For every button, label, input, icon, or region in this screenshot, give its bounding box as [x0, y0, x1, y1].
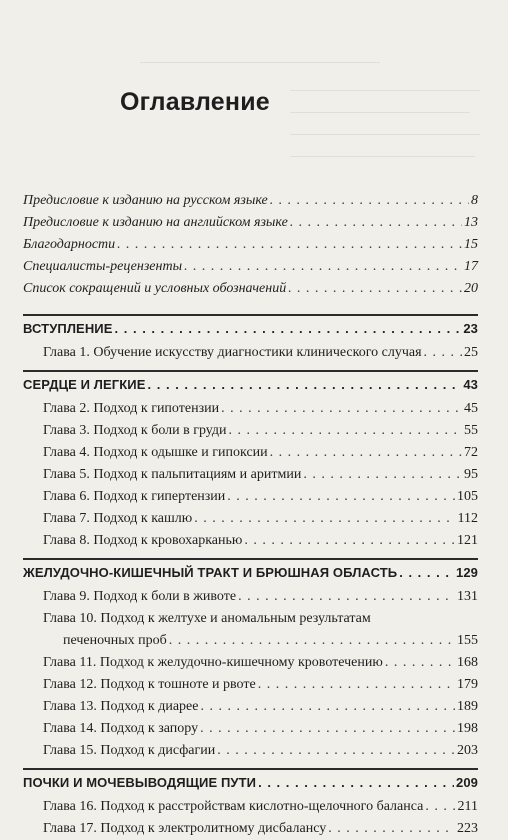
- leader-dots: [227, 486, 455, 508]
- chapter-entry-label: Глава 17. Подход к электролитному дисбалансу: [43, 821, 327, 836]
- chapter-entry-label: Глава 8. Подход к кровохарканью: [43, 533, 243, 548]
- chapter-entry-page: 72: [464, 445, 478, 460]
- chapter-entry[interactable]: [23, 696, 478, 718]
- chapter-entry[interactable]: [23, 586, 478, 608]
- chapter-entry-page: 198: [457, 721, 478, 736]
- chapter-entry-label: Глава 4. Подход к одышке и гипоксии: [43, 445, 268, 460]
- chapter-entry[interactable]: [23, 508, 478, 530]
- chapter-entry[interactable]: [23, 818, 478, 840]
- leader-dots: [229, 420, 462, 442]
- leader-dots: [115, 316, 462, 342]
- chapter-entry[interactable]: [23, 630, 478, 652]
- leader-dots: [399, 560, 454, 586]
- chapter-entry-label: Глава 15. Подход к дисфагии: [43, 743, 216, 758]
- front-matter-entry-page: 8: [471, 193, 478, 208]
- leader-dots: [148, 372, 462, 398]
- chapter-entry-label: Глава 5. Подход к пальпитациям и аритмии: [43, 467, 302, 482]
- chapter-entry-label: Глава 3. Подход к боли в груди: [43, 423, 227, 438]
- chapter-entry[interactable]: [23, 398, 478, 420]
- leader-dots: [200, 696, 455, 718]
- chapter-entry-page: 203: [457, 743, 478, 758]
- chapter-entry-label: Глава 6. Подход к гипертензии: [43, 489, 226, 504]
- chapter-entry-label: Глава 13. Подход к диарее: [43, 699, 199, 714]
- chapter-entry[interactable]: [23, 796, 478, 818]
- chapter-entry-label: Глава 7. Подход к кашлю: [43, 511, 193, 526]
- chapter-entry-label: Глава 2. Подход к гипотензии: [43, 401, 220, 416]
- chapter-entry-page: 112: [457, 511, 478, 526]
- chapter-entry-label: Глава 11. Подход к желудочно-кишечному кровотечению: [43, 655, 383, 670]
- section-heading-label: ЖЕЛУДОЧНО-КИШЕЧНЫЙ ТРАКТ И БРЮШНАЯ ОБЛАСТЬ: [23, 565, 398, 580]
- chapter-entry[interactable]: [23, 342, 478, 364]
- chapter-entry-label: печеночных проб: [63, 633, 167, 648]
- front-matter-entry[interactable]: [23, 234, 478, 256]
- section-heading[interactable]: [23, 314, 478, 342]
- chapter-entry-page: 223: [457, 821, 478, 836]
- leader-dots: [194, 508, 455, 530]
- chapter-entry-label: Глава 12. Подход к тошноте и рвоте: [43, 677, 256, 692]
- chapter-entry[interactable]: [23, 608, 478, 630]
- leader-dots: [288, 278, 462, 300]
- chapter-entry-page: 179: [457, 677, 478, 692]
- leader-dots: [424, 342, 462, 364]
- section-heading-page: 209: [456, 775, 478, 790]
- chapter-entry-page: 155: [457, 633, 478, 648]
- leader-dots: [303, 464, 462, 486]
- chapter-entry-page: 105: [457, 489, 478, 504]
- leader-dots: [117, 234, 462, 256]
- chapter-entry[interactable]: [23, 420, 478, 442]
- leader-dots: [258, 770, 454, 796]
- chapter-entry[interactable]: [23, 530, 478, 552]
- front-matter-entry-label: Список сокращений и условных обозначений: [23, 281, 287, 296]
- chapter-entry-label: Глава 10. Подход к желтухе и аномальным результатам: [43, 611, 371, 626]
- section-heading-label: ВСТУПЛЕНИЕ: [23, 321, 113, 336]
- leader-dots: [238, 586, 455, 608]
- leader-dots: [169, 630, 455, 652]
- leader-dots: [200, 718, 455, 740]
- section-heading[interactable]: [23, 558, 478, 586]
- chapter-entry[interactable]: [23, 442, 478, 464]
- section-heading[interactable]: [23, 768, 478, 796]
- chapter-entry[interactable]: [23, 718, 478, 740]
- chapter-entry[interactable]: [23, 674, 478, 696]
- front-matter-entry-label: Предисловие к изданию на английском языке: [23, 215, 288, 230]
- section-heading-label: СЕРДЦЕ И ЛЕГКИЕ: [23, 377, 146, 392]
- front-matter-entry-label: Предисловие к изданию на русском языке: [23, 193, 268, 208]
- front-matter-entry-page: 17: [464, 259, 478, 274]
- chapter-entry-page: 95: [464, 467, 478, 482]
- front-matter-entry-label: Специалисты-рецензенты: [23, 259, 183, 274]
- front-matter-entry[interactable]: [23, 278, 478, 300]
- front-matter-entry-page: 15: [464, 237, 478, 252]
- chapter-entry-label: Глава 9. Подход к боли в животе: [43, 589, 237, 604]
- front-matter-entry[interactable]: [23, 212, 478, 234]
- section-heading-page: 23: [463, 321, 478, 336]
- section-heading-label: ПОЧКИ И МОЧЕВЫВОДЯЩИЕ ПУТИ: [23, 775, 257, 790]
- chapter-entry[interactable]: [23, 486, 478, 508]
- leader-dots: [184, 256, 462, 278]
- leader-dots: [244, 530, 455, 552]
- leader-dots: [290, 212, 462, 234]
- leader-dots: [270, 442, 462, 464]
- section-heading-page: 43: [463, 377, 478, 392]
- leader-dots: [258, 674, 455, 696]
- chapter-entry-label: Глава 14. Подход к запору: [43, 721, 199, 736]
- chapter-entry-label: Глава 16. Подход к расстройствам кислотно-щелочного баланса: [43, 799, 424, 814]
- section-heading-page: 129: [456, 565, 478, 580]
- chapter-entry-page: 25: [464, 345, 478, 360]
- leader-dots: [328, 818, 455, 840]
- chapter-entry-page: 211: [457, 799, 478, 814]
- chapter-entry[interactable]: [23, 464, 478, 486]
- leader-dots: [385, 652, 455, 674]
- chapter-entry[interactable]: [23, 740, 478, 762]
- chapter-entry-page: 45: [464, 401, 478, 416]
- front-matter-entry-page: 13: [464, 215, 478, 230]
- front-matter-entry[interactable]: [23, 190, 478, 212]
- chapter-entry-page: 131: [457, 589, 478, 604]
- section-heading[interactable]: [23, 370, 478, 398]
- chapter-entry-page: 121: [457, 533, 478, 548]
- chapter-entry-label: Глава 1. Обучение искусству диагностики клинического случая: [43, 345, 422, 360]
- front-matter-entry[interactable]: [23, 256, 478, 278]
- front-matter-entry-label: Благодарности: [23, 237, 116, 252]
- leader-dots: [425, 796, 455, 818]
- leader-dots: [221, 398, 462, 420]
- table-of-contents: [23, 190, 478, 840]
- leader-dots: [270, 190, 469, 212]
- chapter-entry[interactable]: [23, 652, 478, 674]
- page-title: Оглавление: [120, 88, 270, 116]
- chapter-entry-page: 189: [457, 699, 478, 714]
- chapter-entry-page: 168: [457, 655, 478, 670]
- chapter-entry-page: 55: [464, 423, 478, 438]
- front-matter-entry-page: 20: [464, 281, 478, 296]
- leader-dots: [217, 740, 455, 762]
